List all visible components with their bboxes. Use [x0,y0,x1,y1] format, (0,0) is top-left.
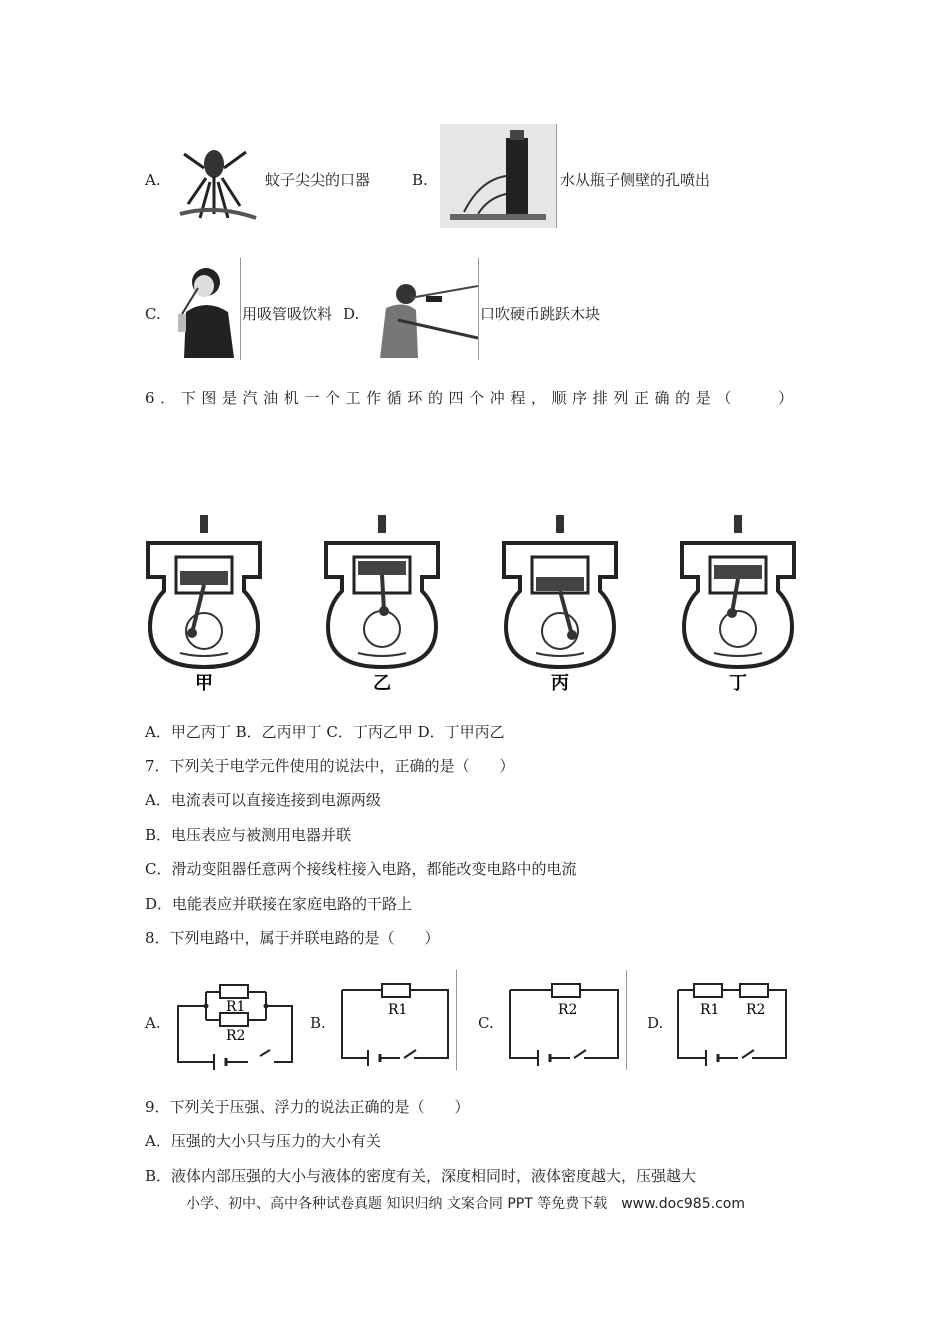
circuit-b-r1-label: R1 [388,1002,408,1018]
q7-option-b: B．电压表应与被测用电器并联 [145,826,352,844]
circuit-a-r1-label: R1 [226,999,246,1015]
circuit-d-series [670,970,794,1070]
q6-options: A．甲乙丙丁 B．乙丙甲丁 C．丁丙乙甲 D．丁甲丙乙 [145,723,505,741]
q5-option-a-label: A. [145,171,161,189]
page-footer: 小学、初中、高中各种试卷真题 知识归纳 文案合同 PPT 等免费下载 www.doc985.com [186,1196,745,1212]
mosquito-image [170,134,262,226]
q5-option-d-text: 口吹硬币跳跃木块 [480,305,601,323]
stroke-label-jia: 甲 [195,673,213,694]
q8-label-a: A. [145,1014,161,1032]
q7-option-c: C．滑动变阻器任意两个接线柱接入电路，都能改变电路中的电流 [145,860,577,878]
q5-option-c-text: 用吸管吸饮料 [242,305,333,323]
stroke-label-bing: 丙 [551,673,569,694]
q9-option-a: A．压强的大小只与压力的大小有关 [145,1132,381,1150]
drinking-straw-image [168,258,241,360]
q5-option-d-label: D. [343,305,360,323]
engine-strokes-figure [140,505,800,695]
coin-blowing-image [370,258,479,360]
engine-diagram-ding [682,515,794,667]
q9-option-b: B．液体内部压强的大小与液体的密度有关，深度相同时，液体密度越大，压强越大 [145,1167,697,1185]
q8-label-d: D. [647,1014,664,1032]
q9-stem: 9．下列关于压强、浮力的说法正确的是（ ） [145,1098,470,1116]
stroke-label-yi: 乙 [373,673,391,694]
q6-stem: 6．下图是汽油机一个工作循环的四个冲程，顺序排列正确的是（ ） [145,389,799,407]
q5-option-c-label: C. [145,305,161,323]
circuit-b-single-r1 [334,970,457,1070]
q7-stem: 7．下列关于电学元件使用的说法中，正确的是（ ） [145,757,515,775]
circuit-a-parallel [170,966,300,1070]
circuit-c-r2-label: R2 [558,1002,578,1018]
circuit-d-r1-label: R1 [700,1002,720,1018]
q8-label-b: B. [310,1014,326,1032]
bottle-water-image [440,124,557,228]
stroke-label-ding: 丁 [729,673,747,694]
circuit-c-single-r2 [502,970,627,1070]
q7-option-d: D．电能表应并联接在家庭电路的干路上 [145,895,413,913]
engine-diagram-yi [326,515,438,667]
q7-option-a: A．电流表可以直接连接到电源两级 [145,791,381,809]
q8-stem: 8．下列电路中，属于并联电路的是（ ） [145,929,440,947]
q5-option-b-label: B. [412,171,428,189]
engine-diagram-bing [504,515,616,667]
circuit-d-r2-label: R2 [746,1002,766,1018]
q8-label-c: C. [478,1014,494,1032]
circuit-a-r2-label: R2 [226,1028,246,1044]
q5-option-a-text: 蚊子尖尖的口器 [265,171,371,189]
q5-option-b-text: 水从瓶子侧壁的孔喷出 [560,171,711,189]
